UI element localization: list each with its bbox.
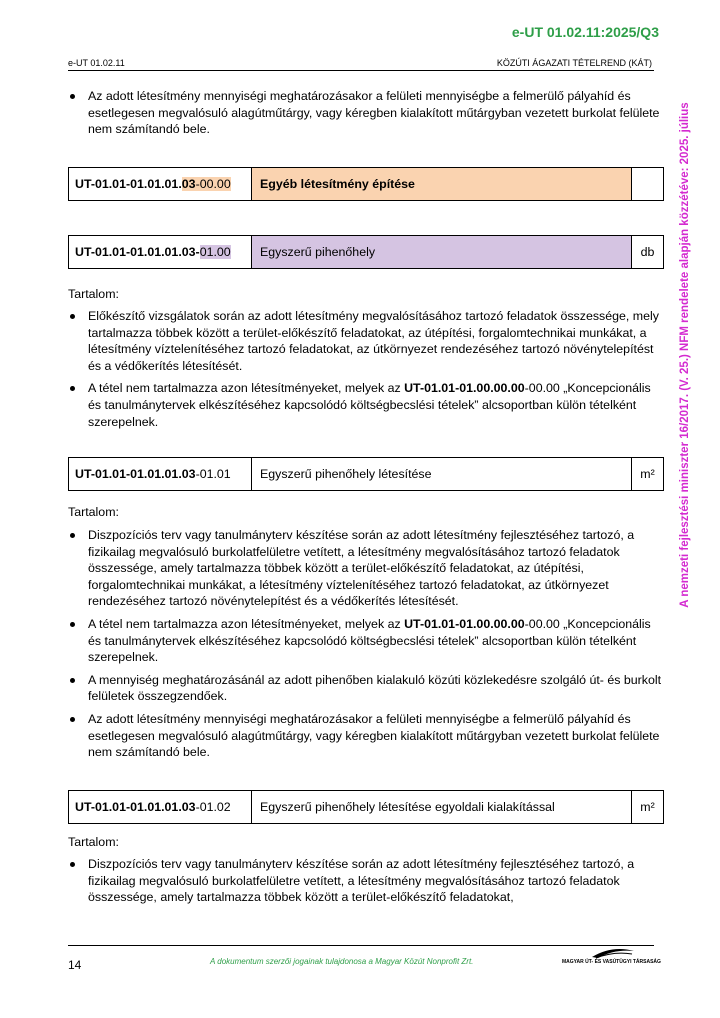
- bullet-icon: [70, 717, 75, 722]
- item-unit: m²: [640, 467, 655, 481]
- bullet-icon: [70, 678, 75, 683]
- bullet-icon: [70, 622, 75, 627]
- item-name: Egyszerű pihenőhely létesítése egyoldali kialakítással: [252, 791, 632, 823]
- list-item: Előkészítő vizsgálatok során az adott létesítmény megvalósításához tartozó feladatok összessége, mely tartalmazza többek között a terület-előkészítő feladatokat, az útépítési, forgalomtechnikai munkákat, a létesítmény víztelenítéséhez tartozó feladatokat, az útkörnyezet rendezéséhez tartozó növénytelepítést és a védőkerítés létesítését.: [68, 308, 664, 374]
- bullet-icon: [70, 386, 75, 391]
- item-code: UT-01.01-01.01.01.03 -01.01: [69, 458, 252, 490]
- tartalom-label: Tartalom:: [68, 505, 119, 519]
- bullet-icon: [70, 533, 75, 538]
- road-swoosh-logo-icon: [562, 945, 654, 969]
- bullet-icon: [70, 862, 75, 867]
- item-name: Egyszerű pihenőhely: [252, 236, 632, 268]
- item-row: [68, 167, 664, 201]
- item-code: UT-01.01-01.01.01.03- 01.00: [69, 236, 252, 268]
- item-name: Egyszerű pihenőhely létesítése: [252, 458, 632, 490]
- item-row: [68, 235, 664, 269]
- item-bullets: [68, 856, 664, 912]
- item-row: [68, 457, 664, 491]
- item-unit: m²: [640, 800, 655, 814]
- side-note: A nemzeti fejlesztési miniszter 16/2017. (V. 25.) NFM rendelete alapján közzétéve: 2025. július: [679, 102, 691, 608]
- header-rule: [68, 70, 654, 71]
- list-item: A tétel nem tartalmazza azon létesítményeket, melyek az UT-01.01-01.00.00.00-00.00 „Koncepcionális és tanulmánytervek elkészítéséhez kapcsolódó költségbecslési tételek” alcsoportban külön tételként szerepelnek.: [68, 616, 664, 666]
- document-code: e-UT 01.02.11:2025/Q3: [511, 24, 659, 40]
- list-item: A mennyiség meghatározásánál az adott pihenőben kialakuló közúti közlekedésre szolgáló út- és burkolt felületek összegzendőek.: [68, 672, 664, 705]
- list-item: Az adott létesítmény mennyiségi meghatározásakor a felületi mennyiségbe a felmerülő pályahíd és esetlegesen megvalósuló alagútműtárgy, vagy kéregben kialakított műtárgyban vezetett burkolat felülete nem számítandó bele.: [68, 88, 664, 138]
- list-item: Az adott létesítmény mennyiségi meghatározásakor a felületi mennyiségbe a felmerülő pályahíd és esetlegesen megvalósuló alagútműtárgy, vagy kéregben kialakított műtárgyban vezetett burkolat felülete nem számítandó bele.: [68, 711, 664, 761]
- header-right: KÖZÚTI ÁGAZATI TÉTELREND (KÁT): [496, 58, 652, 68]
- item-name: Egyéb létesítmény építése: [252, 168, 632, 200]
- bullet-icon: [70, 314, 75, 319]
- page-number: 14: [68, 958, 82, 972]
- footer-copyright: A dokumentum szerzői jogainak tulajdonosa a Magyar Közút Nonprofit Zrt.: [210, 957, 474, 966]
- item-unit: db: [640, 245, 655, 259]
- tartalom-label: Tartalom:: [68, 287, 119, 301]
- logo-text: MAGYAR ÚT- ÉS VASÚTÜGYI TÁRSASÁG: [562, 959, 661, 965]
- bullet-icon: [70, 94, 75, 99]
- tartalom-label: Tartalom:: [68, 835, 119, 849]
- list-item: Diszpozíciós terv vagy tanulmányterv készítése során az adott létesítmény fejlesztéséhez tartozó, a fizikailag megvalósuló burkolatfelületre vetített, a létesítmény megvalósításához tartozó feladatok összessége, amely tartalmazza többek között a terület-előkészítő feladatokat,: [68, 856, 664, 906]
- item-bullets: [68, 527, 664, 767]
- intro-section: [68, 88, 664, 144]
- item-code: UT-01.01-01.01.01. 03 -00.00: [69, 168, 252, 200]
- item-code: UT-01.01-01.01.01.03 -01.02: [69, 791, 252, 823]
- item-row: [68, 790, 664, 824]
- list-item: Diszpozíciós terv vagy tanulmányterv készítése során az adott létesítmény fejlesztéséhez tartozó, a fizikailag megvalósuló burkolatfelületre vetített, a létesítmény megvalósításához tartozó feladatok összessége, amely tartalmazza többek között a terület-előkészítő feladatokat, az útépítési, forgalomtechnikai munkákat, a létesítmény víztelenítéséhez tartozó feladatokat, az útkörnyezet rendezéséhez tartozó növénytelepítést és a védőkerítés létesítését.: [68, 527, 664, 610]
- item-bullets: [68, 308, 664, 436]
- item-unit: [632, 168, 663, 200]
- header-left: e-UT 01.02.11: [68, 58, 125, 68]
- list-item: A tétel nem tartalmazza azon létesítményeket, melyek az UT-01.01-01.00.00.00-00.00 „Koncepcionális és tanulmánytervek elkészítéséhez kapcsolódó költségbecslési tételek” alcsoportban külön tételként szerepelnek.: [68, 380, 664, 430]
